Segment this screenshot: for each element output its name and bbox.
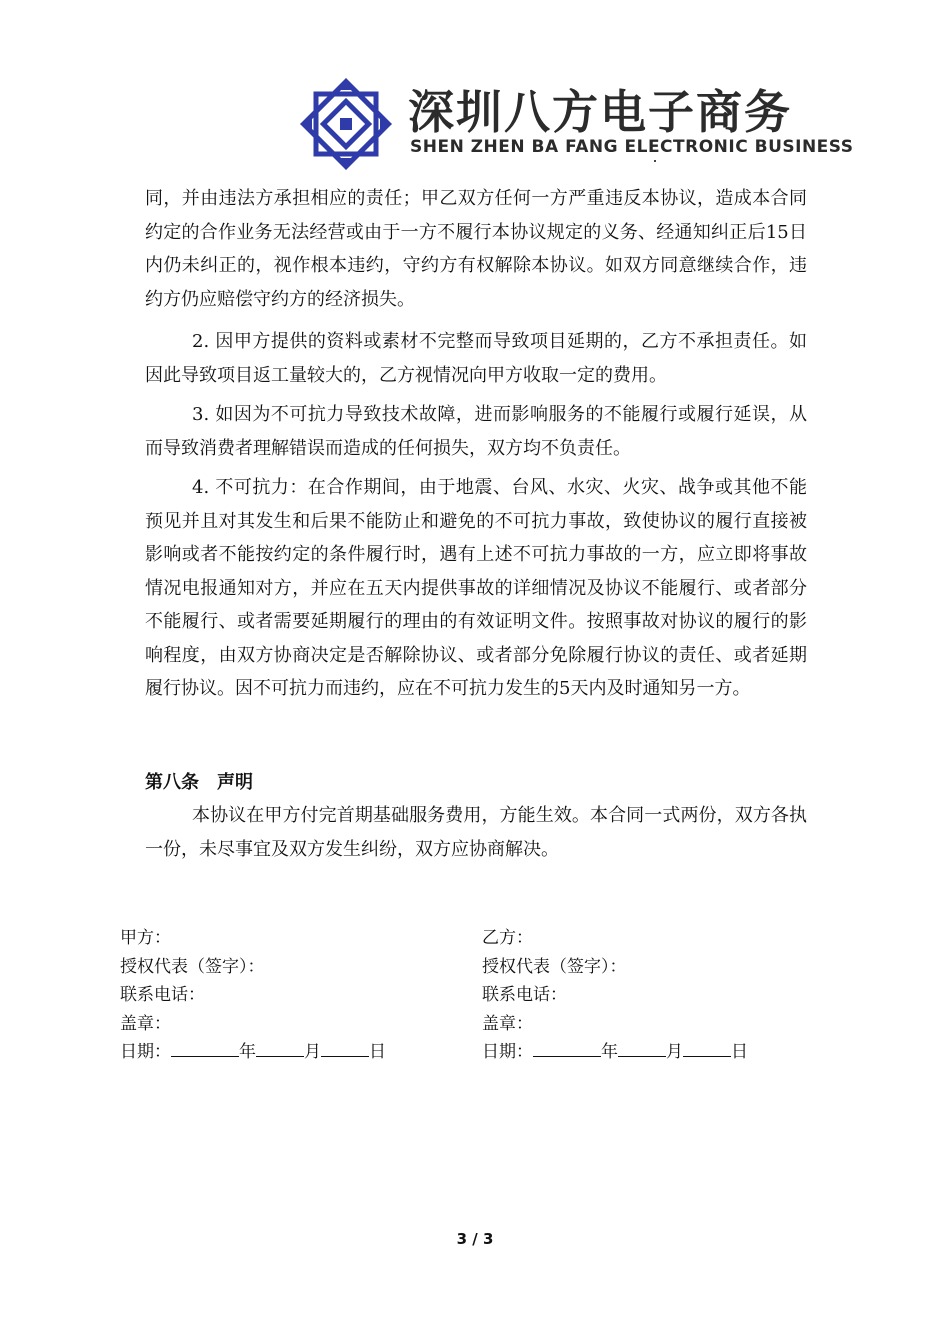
year-blank (533, 1039, 601, 1057)
blue-star-emblem-icon (296, 74, 396, 174)
paragraph-clause-2: 2. 因甲方提供的资料或素材不完整而导致项目延期的，乙方不承担责任。如因此导致项目返工量较大的，乙方视情况向甲方收取一定的费用。 (145, 331, 807, 386)
logo-dot (654, 160, 656, 162)
month-blank (256, 1039, 304, 1057)
date-label: 日期： (482, 1042, 533, 1062)
paragraph-clause-continuation: 同，并由违法方承担相应的责任；甲乙双方任何一方严重违反本协议，造成本合同约定的合作业务无法经营或由于一方不履行本协议规定的义务、经通知纠正后15日内仍未纠正的，视作根本违约，守约方有权解除本协议。如双方同意继续合作，违约方仍应赔偿守约方的经济损失。 (145, 188, 807, 310)
party-b-phone-label: 联系电话： (482, 985, 567, 1005)
month-label: 月 (304, 1042, 321, 1062)
party-a-signature-block (120, 924, 386, 1067)
date-label: 日期： (120, 1042, 171, 1062)
month-blank (618, 1039, 666, 1057)
party-b-signature-block (482, 924, 748, 1067)
day-label: 日 (369, 1042, 386, 1062)
party-b-date-line (482, 1038, 748, 1067)
year-label: 年 (239, 1042, 256, 1062)
party-b-label: 乙方： (482, 928, 533, 948)
party-b-rep-label: 授权代表（签字）： (482, 956, 627, 977)
year-label: 年 (601, 1042, 618, 1062)
company-logo (296, 74, 854, 169)
year-blank (171, 1039, 239, 1057)
month-label: 月 (666, 1042, 683, 1062)
party-a-seal-label: 盖章： (120, 1013, 171, 1034)
paragraph-clause-4: 4. 不可抗力：在合作期间，由于地震、台风、水灾、火灾、战争或其他不能预见并且对其发生和后果不能防止和避免的不可抗力事故，致使协议的履行直接被影响或者不能按约定的条件履行时，遇有上述不可抗力事故的一方，应立即将事故情况电报通知对方，并应在五天内提供事故的详细情况及协议不能履行、或者部分不能履行、或者需要延期履行的理由的有效证明文件。按照事故对协议的履行的影响程度，由双方协商决定是否解除协议、或者部分免除履行协议的责任、或者延期履行协议。因不可抗力而违约，应在不可抗力发生的5天内及时通知另一方。 (145, 477, 807, 699)
day-blank (321, 1039, 369, 1057)
section-8-heading: 第八条 声明 (145, 772, 253, 793)
party-a-phone-label: 联系电话： (120, 985, 205, 1005)
page-number: 3 / 3 (456, 1230, 494, 1248)
day-label: 日 (731, 1042, 748, 1062)
party-a-label: 甲方： (120, 928, 171, 948)
logo-text-cn: 深圳八方电子商务 (408, 85, 792, 139)
party-a-date-line (120, 1038, 386, 1067)
party-a-rep-label: 授权代表（签字）： (120, 956, 265, 977)
paragraph-clause-3: 3. 如因为不可抗力导致技术故障，进而影响服务的不能履行或履行延误，从而导致消费者理解错误而造成的任何损失，双方均不负责任。 (145, 404, 807, 459)
party-b-seal-label: 盖章： (482, 1013, 533, 1034)
day-blank (683, 1039, 731, 1057)
logo-text-en: SHEN ZHEN BA FANG ELECTRONIC BUSINESS (410, 137, 854, 157)
section-8-body: 本协议在甲方付完首期基础服务费用，方能生效。本合同一式两份，双方各执一份，未尽事宜及双方发生纠纷，双方应协商解决。 (145, 805, 807, 860)
